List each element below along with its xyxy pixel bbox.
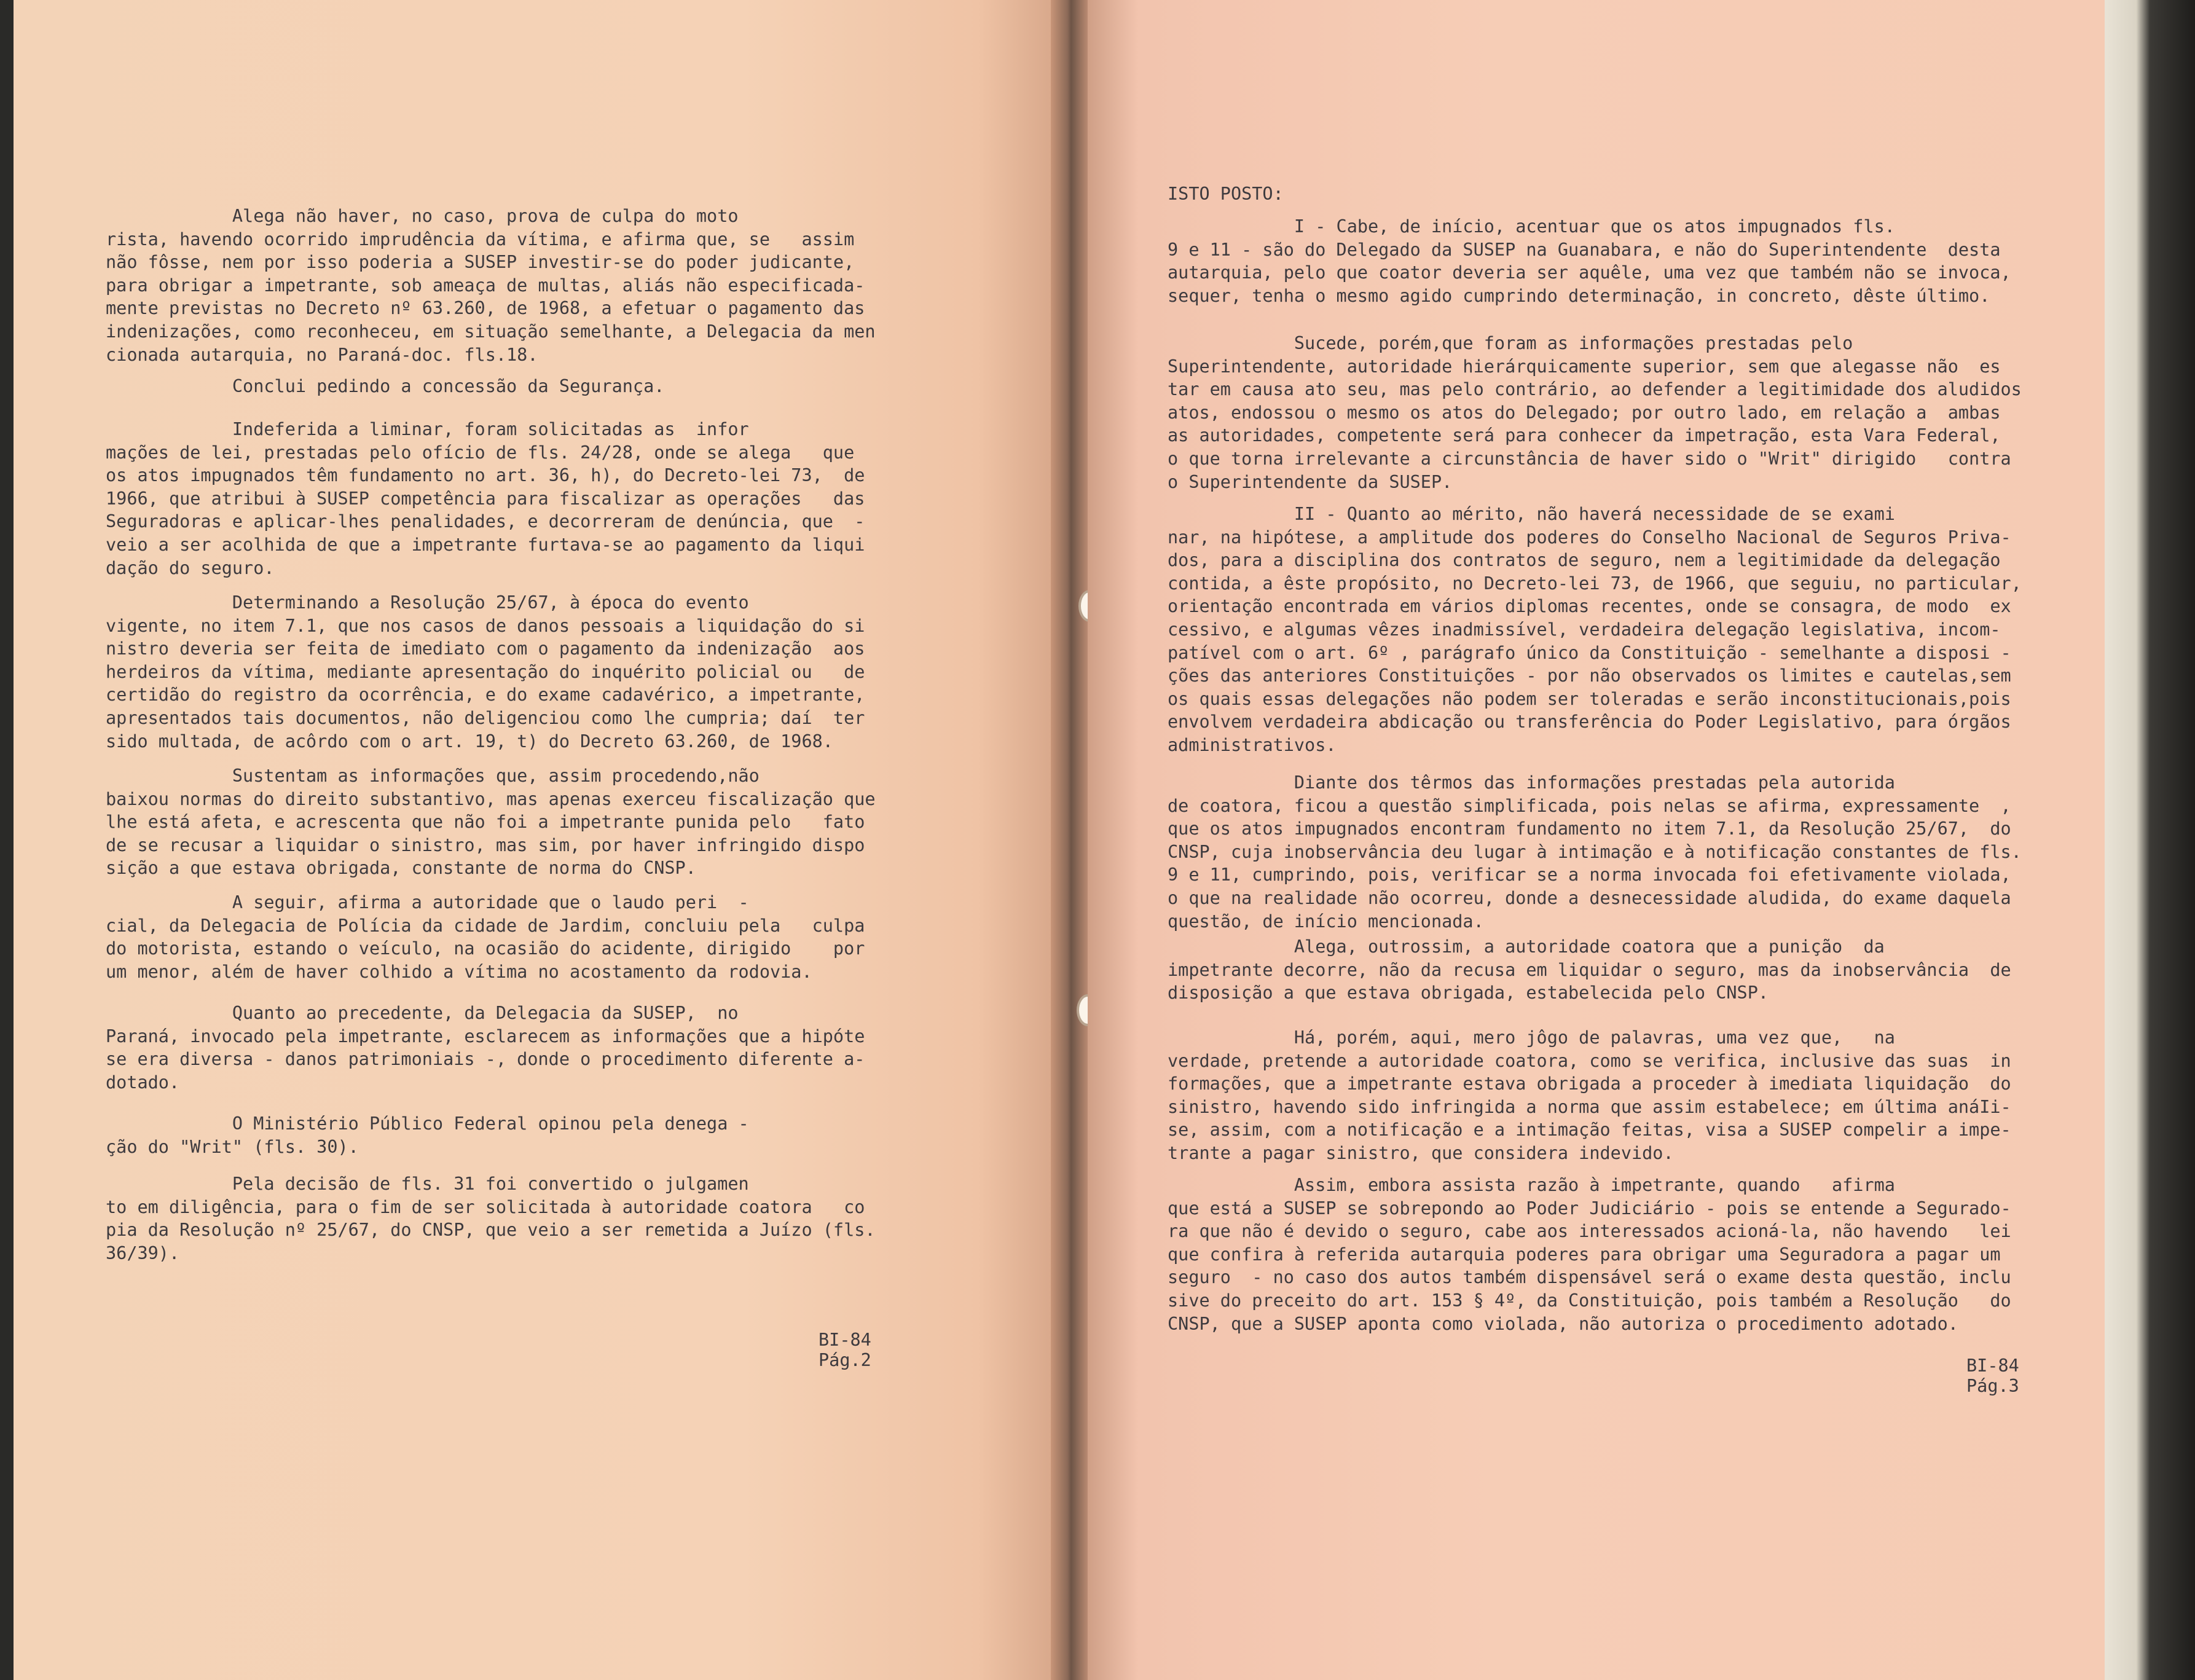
right-heading: ISTO POSTO: [1168, 184, 1284, 204]
right-paragraph-1: I - Cabe, de início, acentuar que os atos impugnados fls. 9 e 11 - são do Delegado da SUSEP na Guanabara, e não do Superintendente desta autarquia, pelo que coator deveria ser aquêle, uma vez que também não se invoca, sequer, tenha o mesmo agido cumprindo determinação, in concreto, dêste último. [1168, 216, 2011, 306]
left-paragraph-8: O Ministério Público Federal opinou pela denega - ção do "Writ" (fls. 30). [106, 1113, 749, 1157]
left-paragraph-4: Determinando a Resolução 25/67, à época do evento vigente, no item 7.1, que nos casos de danos pessoais a liquidação do si nistro deveria ser feita de imediato com o pagamento da indenização aos herdeiros da vítima, mediante apresentação do inquérito policial ou de certidão do registro da ocorrência, e do exame cadavérico, a impetrante, apresentados tais documentos, não deligenciou como lhe cumpria; daí ter sido multada, de acôrdo com o art. 19, t) do Decreto 63.260, de 1968. [106, 592, 865, 752]
left-paragraph-1: Alega não haver, no caso, prova de culpa do moto rista, havendo ocorrido imprudência da vítima, e afirma que, se assim não fôsse, nem por isso poderia a SUSEP investir-se do poder judicante, para obrigar a impetrante, sob ameaça de multas, aliás não especificada- mente previstas no Decreto nº 63.260, de 1968, a efetuar o pagamento das indenizações, como reconheceu, em situação semelhante, a Delegacia da men cionada autarquia, no Paraná-doc. fls.18. [106, 206, 876, 365]
right-paragraph-4: Diante dos têrmos das informações prestadas pela autorida de coatora, ficou a questão simplificada, pois nelas se afirma, expressamente , que os atos impugnados encontram fundamento no item 7.1, da Resolução 25/67, do CNSP, cuja inobservância deu lugar à intimação e à notificação constantes de fls. 9 e 11, cumprindo, pois, verificar se a norma invocada foi efetivamente violada, o que na realidade não ocorreu, donde a desnecessidade aludida, do exame daquela questão, de início mencionada. [1168, 772, 2022, 932]
binder-edge [2105, 0, 2195, 1680]
left-paragraph-5: Sustentam as informações que, assim procedendo,não baixou normas do direito substantivo, mas apenas exerceu fiscalização que lhe está afeta, e acrescenta que não foi a impetrante punida pelo fato de se recusar a liquidar o sinistro, mas sim, por haver infringido dispo sição a que estava obrigada, constante de norma do CNSP. [106, 766, 876, 879]
book-gutter [1051, 0, 1088, 1680]
right-paragraph-2: Sucede, porém,que foram as informações prestadas pelo Superintendente, autoridade hierárquicamente superior, sem que alegasse não es tar em causa ato seu, mas pelo contrário, ao defender a legitimidade dos aludidos atos, endossou o mesmo os atos do Delegado; por outro lado, em relação a ambas as autoridades, competente será para conhecer da impetração, esta Vara Federal, o que torna irrelevante a circunstância de haver sido o "Writ" dirigido contra o Superintendente da SUSEP. [1168, 333, 2022, 492]
left-paragraph-7: Quanto ao precedente, da Delegacia da SUSEP, no Paraná, invocado pela impetrante, esclarecem as informações que a hipóte se era diversa - danos patrimoniais -, donde o procedimento diferente a- dotado. [106, 1003, 865, 1093]
right-page-footer: BI-84 Pág.3 [1966, 1356, 2019, 1396]
left-page-footer: BI-84 Pág.2 [819, 1330, 871, 1370]
left-paragraph-9: Pela decisão de fls. 31 foi convertido o julgamen to em diligência, para o fim de ser solicitada à autoridade coatora co pia da Resolução nº 25/67, do CNSP, que veio a ser remetida a Juízo (fls. 36/39). [106, 1174, 876, 1263]
left-paragraph-2: Conclui pedindo a concessão da Segurança. [106, 376, 665, 396]
left-page [14, 0, 1051, 1680]
right-page [1088, 0, 2105, 1680]
right-paragraph-7: Assim, embora assista razão à impetrante, quando afirma que está a SUSEP se sobrepondo ao Poder Judiciário - pois se entende a Segurado- ra que não é devido o seguro, cabe aos interessados acioná-la, não havendo lei que confira à referida autarquia poderes para obrigar uma Seguradora a pagar um seguro - no caso dos autos também dispensável será o exame desta questão, inclu sive do preceito do art. 153 § 4º, da Constituição, pois também a Resolução do CNSP, que a SUSEP aponta como violada, não autoriza o procedimento adotado. [1168, 1175, 2011, 1334]
left-paragraph-6: A seguir, afirma a autoridade que o laudo peri - cial, da Delegacia de Polícia da cidade de Jardim, concluiu pela culpa do motorista, estando o veículo, na ocasião do acidente, dirigido por um menor, além de haver colhido a vítima no acostamento da rodovia. [106, 892, 865, 982]
right-paragraph-3: II - Quanto ao mérito, não haverá necessidade de se exami nar, na hipótese, a amplitude dos poderes do Conselho Nacional de Seguros Priva- dos, para a disciplina dos contratos de seguro, nem a legitimidade da delegação contida, a êste propósito, no Decreto-lei 73, de 1966, que seguiu, no particular, orientação encontrada em vários diplomas recentes, onde se consagra, de modo ex cessivo, e algumas vêzes inadmissível, verdadeira delegação legislativa, incom- patível com o art. 6º , parágrafo único da Constituição - semelhante a disposi - ções das anteriores Constituições - por não observados os limites e cautelas,sem os quais essas delegações não podem ser toleradas e serão inconstitucionais,pois envolvem verdadeira abdicação ou transferência do Poder Legislativo, para órgãos administrativos. [1168, 504, 2022, 755]
right-paragraph-6: Há, porém, aqui, mero jôgo de palavras, uma vez que, na verdade, pretende a autoridade coatora, como se verifica, inclusive das suas in formações, que a impetrante estava obrigada a proceder à imediata liquidação do sinistro, havendo sido infringida a norma que assim estabelece; em última anáIi- se, assim, com a notificação e a intimação feitas, visa a SUSEP compelir a impe- trante a pagar sinistro, que considera indevido. [1168, 1027, 2011, 1163]
left-paragraph-3: Indeferida a liminar, foram solicitadas as infor mações de lei, prestadas pelo ofício de fls. 24/28, onde se alega que os atos impugnados têm fundamento no art. 36, h), do Decreto-lei 73, de 1966, que atribui à SUSEP competência para fiscalizar as operações das Seguradoras e aplicar-lhes penalidades, e decorreram de denúncia, que - veio a ser acolhida de que a impetrante furtava-se ao pagamento da liqui dação do seguro. [106, 419, 865, 578]
right-paragraph-5: Alega, outrossim, a autoridade coatora que a punição da impetrante decorre, não da recusa em liquidar o seguro, mas da inobservância de disposição a que estava obrigada, estabelecida pelo CNSP. [1168, 936, 2011, 1003]
scan-edge [0, 0, 14, 1680]
